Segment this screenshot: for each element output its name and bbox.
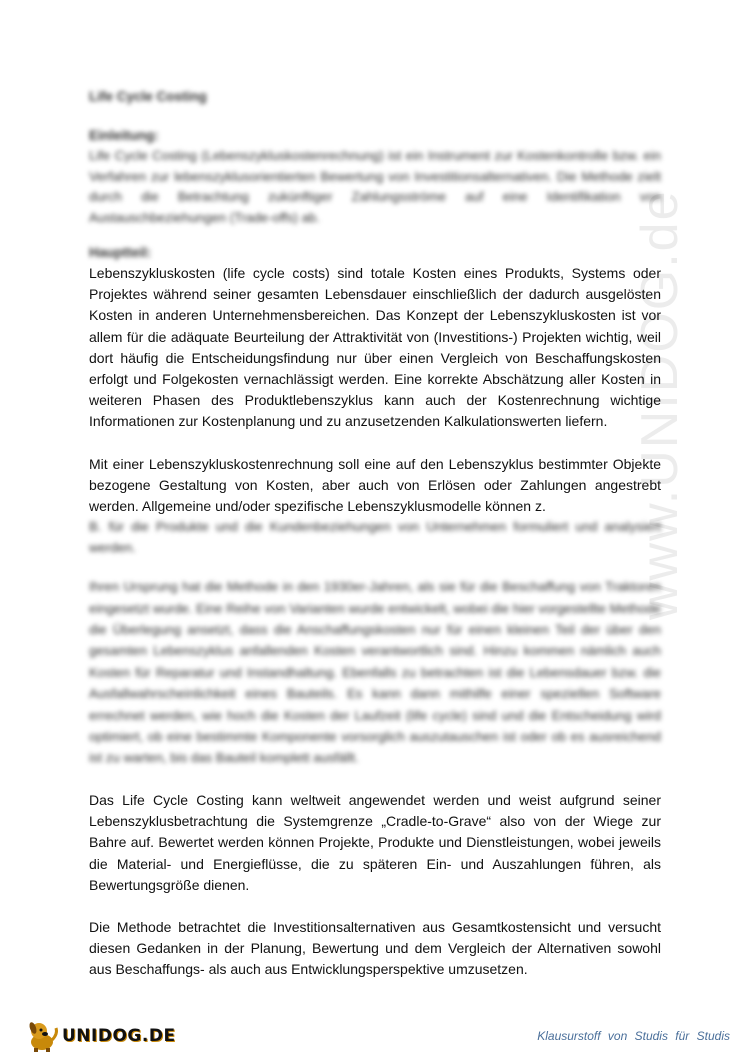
dog-mascot-icon (24, 1018, 60, 1054)
footer-slogan: Klausurstoff von Studis für Studis (537, 1029, 730, 1043)
intro-heading: Einleitung: (89, 128, 159, 143)
main-paragraph-1: Lebenszykluskosten (life cycle costs) sind totale Kosten eines Produkts, Systems oder Projektes während seiner gesamten Lebensdauer einschließlich der dadurch ausgelösten Kosten in anderen Unternehmensbereichen. Das Konzept der Lebenszykluskosten ist vor allem für die adäquate Beurteilung der Attraktivität von (Investitions-) Projekten wichtig, weil dort häufig die Entscheidungsfindung nur über einen Vergleich von Beschaffungskosten erfolgt und Folgekosten vernachlässigt werden. Eine korrekte Abschätzung aller Kosten in weiteren Phasen des Produktlebenszyklus kann auch der Kostenrechnung wichtige Informationen zur Kostenplanung und zu anzusetzenden Kalkulationswerten liefern. (89, 265, 661, 430)
main-paragraph-4: Das Life Cycle Costing kann weltweit angewendet werden und weist aufgrund seiner Lebenszyklusbetrachtung die Systemgrenze „Cradle-to-Grave“ also von der Wiege zur Bahre auf. Bewertet werden können Projekte, Produkte und Dienstleistungen, wobei jeweils die Material- und Energieflüsse, die zu späteren Ein- und Auszahlungen führen, als Bewertungsgröße dienen. (89, 791, 661, 893)
document-body (89, 86, 661, 1002)
main-paragraph-5: Die Methode betrachtet die Investitionsalternativen aus Gesamtkostensicht und versucht diesen Gedanken in der Planung, Bewertung und dem Vergleich der Alternativen sowohl aus Beschaffungs- als auch aus Entwicklungsperspektive umzusetzen. (89, 918, 661, 978)
logo-text: UNIDOG.DE (62, 1026, 176, 1046)
watermark: www.UNIDOG.de (631, 189, 689, 620)
main-heading: Hauptteil: (89, 245, 152, 260)
main-paragraph-2-blurred: B. für die Produkte und die Kundenbeziehungen von Unternehmen formuliert und analysiert werden. (89, 519, 661, 555)
main-paragraph-3-blurred: Ihren Ursprung hat die Methode in den 1930er-Jahren, als sie für die Beschaffung von Traktoren eingesetzt wurde. Eine Reihe von Varianten wurde entwickelt, wobei die hier vorgestellte Methode die Überlegung ansetzt, dass die Anschaffungskosten nur für einen kleinen Teil der über den gesamten Lebenszyklus anfallenden Kosten verantwortlich sind. Hinzu kommen nämlich auch Kosten für Reparatur und Instandhaltung. Ebenfalls zu betrachten ist die Lebensdauer bzw. die Ausfallwahrscheinlichkeit eines Bauteils. Es kann dann mithilfe einer speziellen Software errechnet werden, wie hoch die Kosten der Laufzeit (life cycle) sind und die Entscheidung wird optimiert, ob eine bestimmte Komponente vorsorglich auszutauschen ist oder ob es ausreichend ist zu warten, bis das Bauteil komplett ausfällt. (89, 579, 661, 766)
document-title: Life Cycle Costing (89, 89, 207, 104)
intro-paragraph: Life Cycle Costing (Lebenszykluskostenrechnung) ist ein Instrument zur Kostenkontrolle bzw. ein Verfahren zur lebenszyklusorientierten Bewertung von Investitionsalternativen. Die Methode zielt durch die Betrachtung zukünftiger Zahlungsströme auf eine Identifikation von Austauschbeziehungen (Trade-offs) ab. (89, 148, 661, 225)
main-paragraph-2: Mit einer Lebenszykluskostenrechnung soll eine auf den Lebenszyklus bestimmter Objekte bezogene Gestaltung von Kosten, aber auch von Erlösen oder Zahlungen angestrebt werden. Allgemeine und/oder spezifische Lebenszyklusmodelle können z. (89, 455, 661, 515)
footer-logo (24, 1016, 176, 1056)
